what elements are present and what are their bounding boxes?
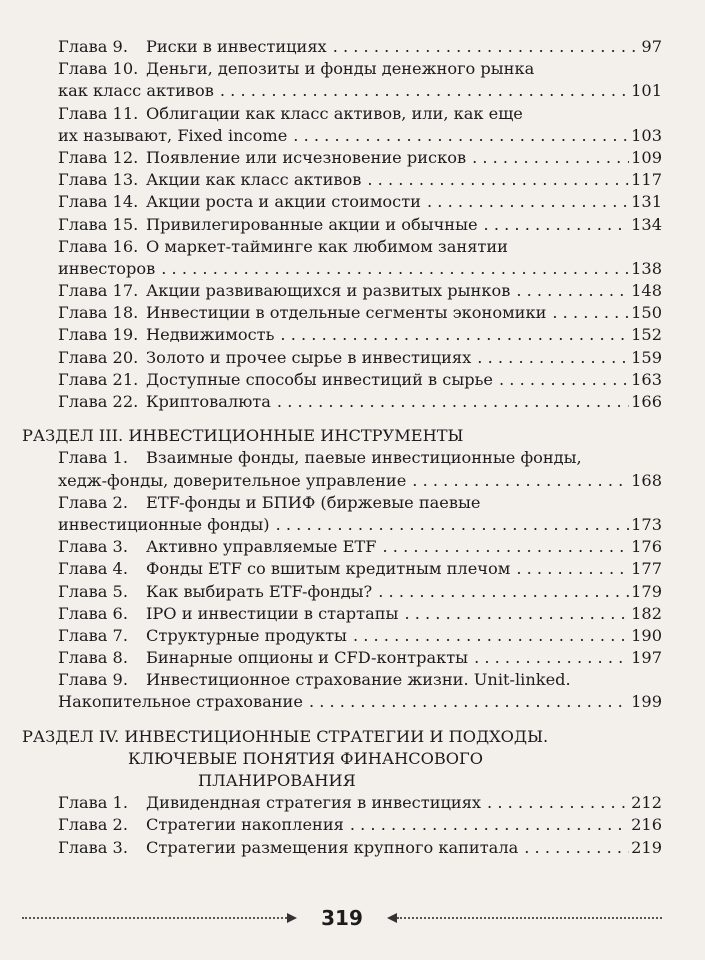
- dot-leader: [524, 837, 629, 859]
- section-heading: КЛЮЧЕВЫЕ ПОНЯТИЯ ФИНАНСОВОГО: [128, 748, 484, 768]
- chapter-title: Фонды ETF со вшитым кредитным плечом: [146, 559, 511, 579]
- toc-entry-continuation: [22, 125, 662, 147]
- chapter-title: Накопительное страхование: [58, 692, 303, 712]
- arrow-left-icon: [387, 913, 397, 923]
- chapter-label: Глава 16.: [58, 236, 139, 256]
- dot-leader: [484, 214, 630, 236]
- chapter-page-number: 173: [631, 514, 662, 534]
- toc-entry: [22, 58, 662, 80]
- chapter-title: Взаимные фонды, паевые инвестиционные фонды,: [146, 448, 582, 468]
- dot-leader: [161, 258, 629, 280]
- chapter-label: Глава 20.: [58, 347, 139, 367]
- dot-leader: [293, 125, 629, 147]
- dot-leader: [353, 625, 629, 647]
- chapter-title: Акции как класс активов: [146, 170, 362, 190]
- section-gap: [22, 714, 662, 726]
- chapter-page-number: 177: [631, 559, 662, 579]
- chapter-page-number: 117: [631, 170, 662, 190]
- chapter-title: Недвижимость: [146, 325, 275, 345]
- chapter-page-number: 150: [631, 303, 662, 323]
- toc-entry: [22, 603, 662, 625]
- chapter-page-number: 163: [631, 369, 662, 389]
- toc-entry: [22, 647, 662, 669]
- chapter-label: Глава 9.: [58, 670, 129, 690]
- chapter-title: Риски в инвестициях: [146, 37, 327, 56]
- chapter-title: Стратегии размещения крупного капитала: [146, 837, 519, 857]
- dot-leader: [474, 647, 629, 669]
- chapter-title: Инвестиции в отдельные сегменты экономики: [146, 303, 547, 323]
- chapter-label: Глава 12.: [58, 147, 139, 167]
- dot-leader: [367, 169, 629, 191]
- chapter-label: Глава 4.: [58, 559, 129, 579]
- chapter-label: Глава 2.: [58, 815, 129, 835]
- chapter-label: Глава 1.: [58, 793, 129, 813]
- chapter-page-number: 152: [631, 325, 662, 345]
- chapter-label: Глава 9.: [58, 37, 129, 56]
- chapter-label: Глава 21.: [58, 369, 139, 389]
- toc-entry: [22, 814, 662, 836]
- chapter-title: инвесторов: [58, 258, 156, 278]
- dot-leader: [427, 191, 629, 213]
- dot-leader: [350, 814, 629, 836]
- chapter-title: Появление или исчезновение рисков: [146, 147, 467, 167]
- section-heading: ПЛАНИРОВАНИЯ: [198, 771, 356, 790]
- dot-leader: [412, 470, 629, 492]
- toc-entry: [22, 558, 662, 580]
- chapter-title: Доступные способы инвестиций в сырье: [146, 369, 494, 389]
- toc-entry: [22, 280, 662, 302]
- chapter-title: IPO и инвестиции в стартапы: [146, 603, 399, 623]
- chapter-title: Акции роста и акции стоимости: [146, 192, 421, 212]
- chapter-label: Глава 18.: [58, 303, 139, 323]
- chapter-page-number: 182: [631, 603, 662, 623]
- chapter-title: Деньги, депозиты и фонды денежного рынка: [146, 59, 535, 79]
- toc-entry: [22, 347, 662, 369]
- chapter-page-number: 199: [631, 692, 662, 712]
- chapter-page-number: 131: [631, 192, 662, 212]
- toc-entry: [22, 147, 662, 169]
- chapter-page-number: 216: [631, 815, 662, 835]
- chapter-page-number: 103: [631, 125, 662, 145]
- chapter-label: Глава 3.: [58, 837, 129, 857]
- toc-entry: [22, 302, 662, 324]
- chapter-title: инвестиционные фонды): [58, 514, 270, 534]
- dot-leader: [309, 691, 629, 713]
- dot-leader: [516, 280, 629, 302]
- chapter-title: Золото и прочее сырье в инвестициях: [146, 347, 472, 367]
- toc-entry: [22, 669, 662, 691]
- chapter-title: Криптовалюта: [146, 392, 271, 411]
- chapter-label: Глава 19.: [58, 325, 139, 345]
- dot-leader: [333, 36, 640, 58]
- page-number: 319: [321, 906, 363, 930]
- toc-entry: [22, 214, 662, 236]
- chapter-title: хедж-фонды, доверительное управление: [58, 470, 407, 490]
- chapter-page-number: 212: [631, 793, 662, 813]
- toc-entry: [22, 36, 662, 58]
- chapter-title: Как выбирать ETF-фонды?: [146, 581, 373, 601]
- toc-entry: [22, 391, 662, 413]
- chapter-label: Глава 2.: [58, 492, 129, 512]
- chapter-page-number: 97: [641, 37, 662, 56]
- dot-leader: [552, 302, 629, 324]
- chapter-title: Инвестиционное страхование жизни. Unit-linked.: [146, 670, 571, 690]
- toc-entry-continuation: [22, 691, 662, 713]
- chapter-label: Глава 14.: [58, 192, 139, 212]
- toc-entry: [22, 792, 662, 814]
- arrow-right-icon: [287, 913, 297, 923]
- toc-entry: [22, 837, 662, 859]
- dot-leader: [516, 558, 629, 580]
- chapter-page-number: 176: [631, 537, 662, 557]
- chapter-page-number: 219: [631, 837, 662, 857]
- chapter-page-number: 197: [631, 648, 662, 668]
- chapter-label: Глава 5.: [58, 581, 129, 601]
- chapter-title: Бинарные опционы и CFD-контракты: [146, 648, 469, 668]
- dot-leader: [382, 536, 629, 558]
- chapter-page-number: 101: [631, 81, 662, 101]
- dot-leader: [276, 514, 630, 536]
- chapter-label: Глава 13.: [58, 170, 139, 190]
- chapter-title: Дивидендная стратегия в инвестициях: [146, 793, 482, 813]
- footer-dotted-rule-right: [397, 917, 662, 919]
- chapter-label: Глава 8.: [58, 648, 129, 668]
- chapter-title: О маркет-тайминге как любимом занятии: [146, 236, 508, 256]
- chapter-title: Стратегии накопления: [146, 815, 344, 835]
- toc-entry: [22, 492, 662, 514]
- dot-leader: [472, 147, 629, 169]
- chapter-page-number: 190: [631, 625, 662, 645]
- dot-leader: [499, 369, 629, 391]
- toc-entry: [22, 369, 662, 391]
- toc-entry: [22, 236, 662, 258]
- section-gap: [22, 413, 662, 425]
- toc-entry-continuation: [22, 514, 662, 536]
- chapter-title: Активно управляемые ETF: [146, 537, 377, 557]
- chapter-title: Привилегированные акции и обычные: [146, 214, 478, 234]
- toc-entry: [22, 169, 662, 191]
- toc-entry: [22, 103, 662, 125]
- toc-entry-continuation: [22, 470, 662, 492]
- chapter-page-number: 159: [631, 347, 662, 367]
- toc-entry: [22, 447, 662, 469]
- dot-leader: [477, 347, 629, 369]
- table-of-contents: [22, 36, 662, 859]
- dot-leader: [404, 603, 629, 625]
- chapter-label: Глава 22.: [58, 392, 139, 411]
- chapter-page-number: 134: [631, 214, 662, 234]
- toc-entry: [22, 625, 662, 647]
- chapter-title: Структурные продукты: [146, 625, 347, 645]
- section-heading: РАЗДЕЛ IV. ИНВЕСТИЦИОННЫЕ СТРАТЕГИИ И ПОДХОДЫ.: [22, 726, 549, 746]
- chapter-page-number: 168: [631, 470, 662, 490]
- section-heading: РАЗДЕЛ III. ИНВЕСТИЦИОННЫЕ ИНСТРУМЕНТЫ: [22, 426, 464, 446]
- toc-entry-continuation: [22, 258, 662, 280]
- chapter-label: Глава 7.: [58, 625, 129, 645]
- toc-entry: [22, 324, 662, 346]
- chapter-label: Глава 6.: [58, 603, 129, 623]
- toc-entry: [22, 191, 662, 213]
- chapter-label: Глава 3.: [58, 537, 129, 557]
- chapter-title: Облигации как класс активов, или, как еще: [146, 103, 523, 123]
- page-footer: [22, 903, 662, 933]
- chapter-label: Глава 10.: [58, 59, 139, 79]
- chapter-page-number: 148: [631, 281, 662, 301]
- chapter-page-number: 179: [631, 581, 662, 601]
- chapter-page-number: 109: [631, 147, 662, 167]
- chapter-label: Глава 1.: [58, 448, 129, 468]
- chapter-title: ETF-фонды и БПИФ (биржевые паевые: [146, 492, 481, 512]
- chapter-title: их называют, Fixed income: [58, 125, 288, 145]
- footer-dotted-rule-left: [22, 917, 287, 919]
- toc-entry: [22, 536, 662, 558]
- chapter-page-number: 166: [631, 392, 662, 411]
- chapter-page-number: 138: [631, 258, 662, 278]
- dot-leader: [277, 391, 629, 413]
- dot-leader: [487, 792, 629, 814]
- dot-leader: [378, 581, 629, 603]
- dot-leader: [220, 80, 629, 102]
- chapter-title: как класс активов: [58, 81, 214, 101]
- toc-entry-continuation: [22, 80, 662, 102]
- dot-leader: [280, 324, 629, 346]
- chapter-label: Глава 17.: [58, 281, 139, 301]
- chapter-title: Акции развивающихся и развитых рынков: [146, 281, 511, 301]
- toc-entry: [22, 581, 662, 603]
- chapter-label: Глава 11.: [58, 103, 139, 123]
- chapter-label: Глава 15.: [58, 214, 139, 234]
